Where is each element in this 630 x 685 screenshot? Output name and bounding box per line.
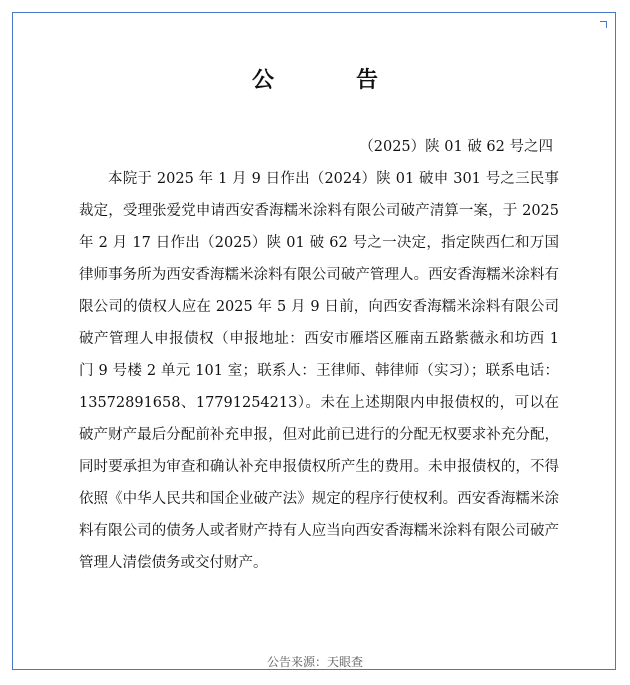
document-number: （2025）陕 01 破 62 号之四 bbox=[359, 139, 553, 155]
notice-body: 本院于 2025 年 1 月 9 日作出（2024）陕 01 破申 301 号之三民事裁定，受理张爱党申请西安香海糯米涂料有限公司破产清算一案，于 2025 年 2 月 17 日作出（2025）陕 01 破 62 号之一决定，指定陕西仁和万国律师事务所为西安香海糯米涂料有限公司破产管理人。西安香海糯米涂料有限公司的债权人应在 2025 年 5 月 9 日前，向西安香海糯米涂料有限公司破产管理人申报债权（申报地址：西安市雁塔区雁南五路紫薇永和坊西 1 门 9 号楼 2 单元 101 室；联系人：王律师、韩律师（实习）；联系电话：13572891658、17791254213）。未在上述期限内申报债权的，可以在破产财产最后分配前补充申报，但对此前已进行的分配无权要求补充分配，同时要承担为审查和确认补充申报债权所产生的费用。未申报债权的，不得依照《中华人民共和国企业破产法》规定的程序行使权利。西安香海糯米涂料有限公司的债务人或者财产持有人应当向西安香海糯米涂料有限公司破产管理人清偿债务或交付财产。 bbox=[79, 171, 559, 571]
notice-title: 公 告 bbox=[251, 67, 408, 93]
notice-document bbox=[12, 12, 616, 670]
corner-mark bbox=[600, 21, 607, 28]
source-label: 公告来源：天眼查 bbox=[266, 655, 363, 669]
